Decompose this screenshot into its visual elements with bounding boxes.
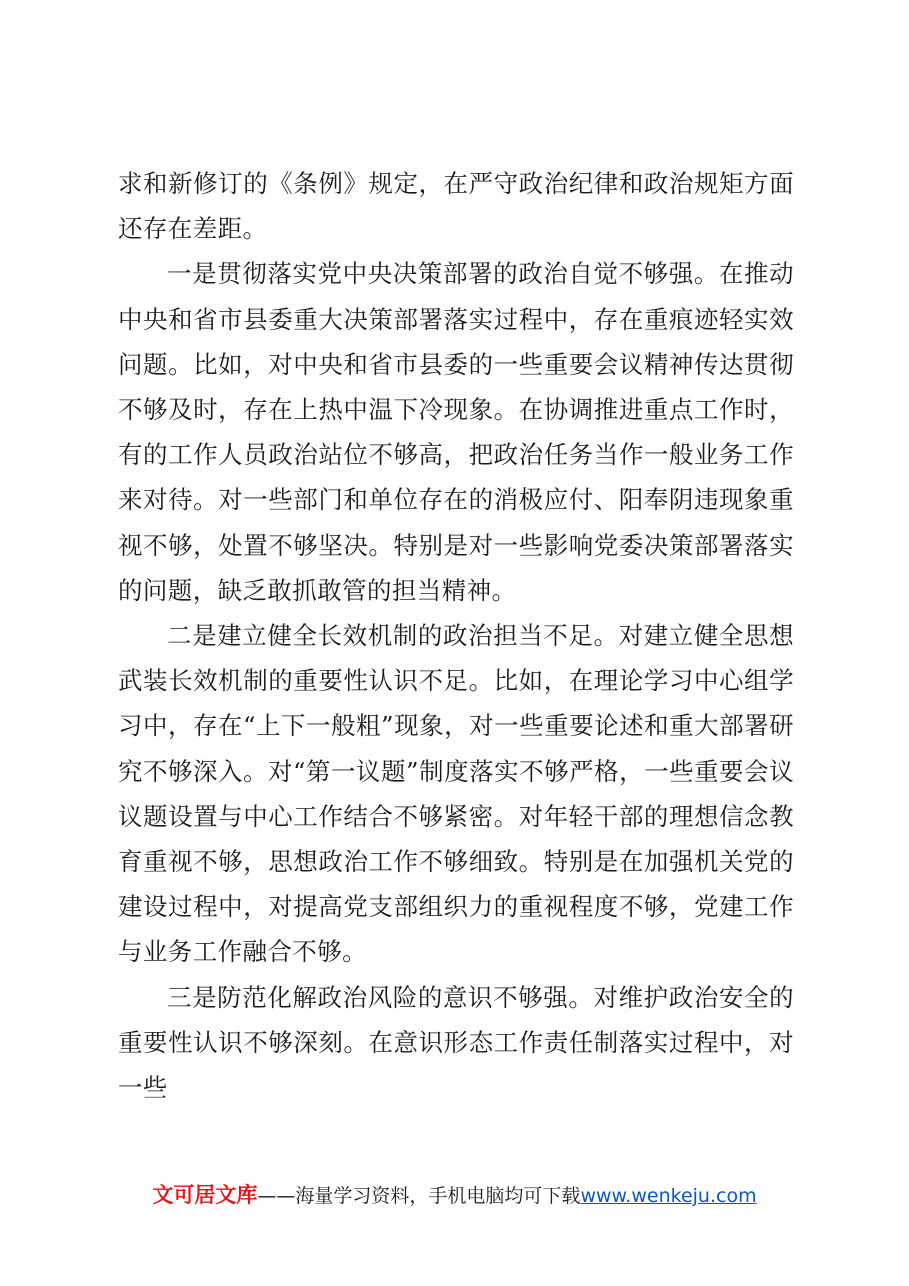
- paragraph-point-two: 二是建立健全长效机制的政治担当不足。对建立健全思想武装长效机制的重要性认识不足。比如，在理论学习中心组学习中，存在“上下一般粗”现象，对一些重要论述和重大部署研究不够深入。对“第一议题”制度落实不够严格，一些重要会议议题设置与中心工作结合不够紧密。对年轻干部的理想信念教育重视不够，思想政治工作不够细致。特别是在加强机关党的建设过程中，对提高党支部组织力的重视程度不够，党建工作与业务工作融合不够。: [118, 621, 794, 967]
- footer-brand: 文可居文库: [152, 1183, 258, 1207]
- footer-site-link[interactable]: www.wenkeju.com: [580, 1185, 757, 1207]
- page-footer: [0, 1180, 909, 1211]
- paragraph-continuation: 求和新修订的《条例》规定，在严守政治纪律和政治规矩方面还存在差距。: [118, 169, 794, 244]
- document-body: [118, 161, 794, 1110]
- footer-tagline: ——海量学习资料，手机电脑均可下载: [257, 1185, 581, 1207]
- paragraph-point-one: 一是贯彻落实党中央决策部署的政治自觉不够强。在推动中央和省市县委重大决策部署落实过程中，存在重痕迹轻实效问题。比如，对中央和省市县委的一些重要会议精神传达贯彻不够及时，存在上热中温下冷现象。在协调推进重点工作时，有的工作人员政治站位不够高，把政治任务当作一般业务工作来对待。对一些部门和单位存在的消极应付、阳奉阴违现象重视不够，处置不够坚决。特别是对一些影响党委决策部署落实的问题，缺乏敢抓敢管的担当精神。: [118, 259, 794, 605]
- paragraph-point-three: 三是防范化解政治风险的意识不够强。对维护政治安全的重要性认识不够深刻。在意识形态工作责任制落实过程中，对一些: [118, 982, 794, 1103]
